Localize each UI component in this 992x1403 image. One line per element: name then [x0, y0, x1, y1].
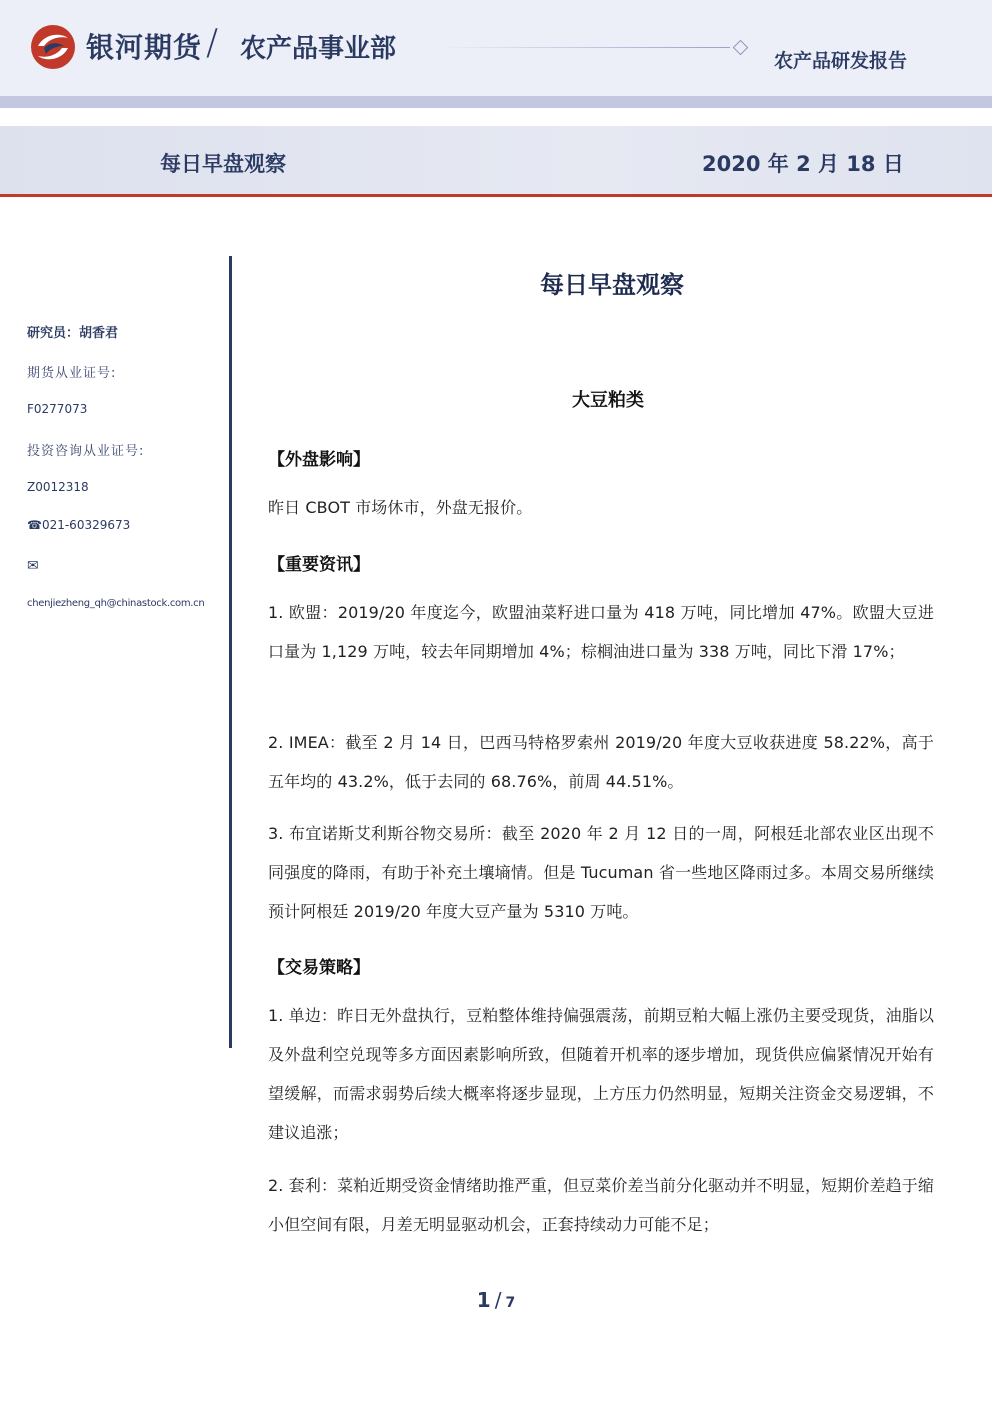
heading-external-market: 【外盘影响】 — [268, 450, 370, 470]
sidebar-divider — [229, 256, 232, 1048]
futures-license-number: F0277073 — [27, 402, 88, 416]
paragraph-news-imea: 2. IMEA：截至 2 月 14 日，巴西马特格罗索州 2019/20 年度大豆收获进度 58.22%，高于五年均的 43.2%，低于去同的 68.76%，前周 44.51%。 — [268, 733, 934, 791]
total-pages: 7 — [505, 1295, 516, 1311]
page-separator: / — [494, 1288, 502, 1312]
paragraph-news-buenos-aires: 3. 布宜诺斯艾利斯谷物交易所：截至 2020 年 2 月 12 日的一周，阿根廷北部农业区出现不同强度的降雨，有助于补充土壤墒情。但是 Tucuman 省一些地区降雨过多。本周交易所继续预计阿根廷 2019/20 年度大豆产量为 5310 万吨。 — [268, 824, 934, 921]
paragraph-strategy-single: 1. 单边：昨日无外盘执行，豆粕整体维持偏强震荡，前期豆粕大幅上涨仍主要受现货，油脂以及外盘利空兑现等多方面因素影响所致，但随着开机率的逐步增加，现货供应偏紧情况开始有望缓解，而需求弱势后续大概率将逐步显现，上方压力仍然明显，短期关注资金交易逻辑，不建议追涨； — [268, 1006, 934, 1142]
report-label: 每日早盘观察 — [160, 152, 286, 176]
futures-license-label: 期货从业证号: — [27, 366, 117, 381]
department-name: 农产品事业部 — [240, 34, 397, 64]
email-address[interactable]: chenjiezheng_qh@chinastock.com.cn — [27, 598, 205, 609]
heading-trading-strategy: 【交易策略】 — [268, 958, 370, 978]
diamond-icon — [733, 40, 749, 56]
mail-icon: ✉ — [27, 558, 39, 574]
paragraph-external-market: 昨日 CBOT 市场休市，外盘无报价。 — [268, 498, 533, 517]
current-page: 1 — [476, 1288, 491, 1312]
paragraph-strategy-arbitrage: 2. 套利：菜粕近期受资金情绪助推严重，但豆菜价差当前分化驱动并不明显，短期价差趋于缩小但空间有限，月差无明显驱动机会，正套持续动力可能不足； — [268, 1176, 934, 1234]
report-type: 农产品研发报告 — [774, 50, 908, 72]
report-date: 2020 年 2 月 18 日 — [702, 152, 904, 176]
invest-license-number: Z0012318 — [27, 480, 89, 494]
phone-number: ☎021-60329673 — [27, 518, 131, 532]
invest-license-label: 投资咨询从业证号: — [27, 444, 145, 459]
accent-divider — [0, 194, 992, 197]
page-header — [0, 0, 992, 96]
header-stripe — [0, 96, 992, 108]
document-title: 每日早盘观察 — [540, 271, 684, 299]
title-band — [0, 126, 992, 194]
brand-name: 银河期货 — [86, 31, 203, 64]
header-separator: / — [206, 22, 219, 63]
paragraph-news-eu: 1. 欧盟：2019/20 年度迄今，欧盟油菜籽进口量为 418 万吨，同比增加 47%。欧盟大豆进口量为 1,129 万吨，较去年同期增加 4%；棕榈油进口量为 338 万吨，同比下滑 17%； — [268, 603, 934, 661]
galaxy-logo-icon — [30, 24, 76, 70]
researcher-name: 研究员：胡香君 — [27, 326, 119, 341]
section-title: 大豆粕类 — [572, 390, 644, 411]
page-number — [0, 1288, 992, 1312]
header-divider-line — [440, 47, 730, 48]
heading-key-news: 【重要资讯】 — [268, 555, 370, 575]
